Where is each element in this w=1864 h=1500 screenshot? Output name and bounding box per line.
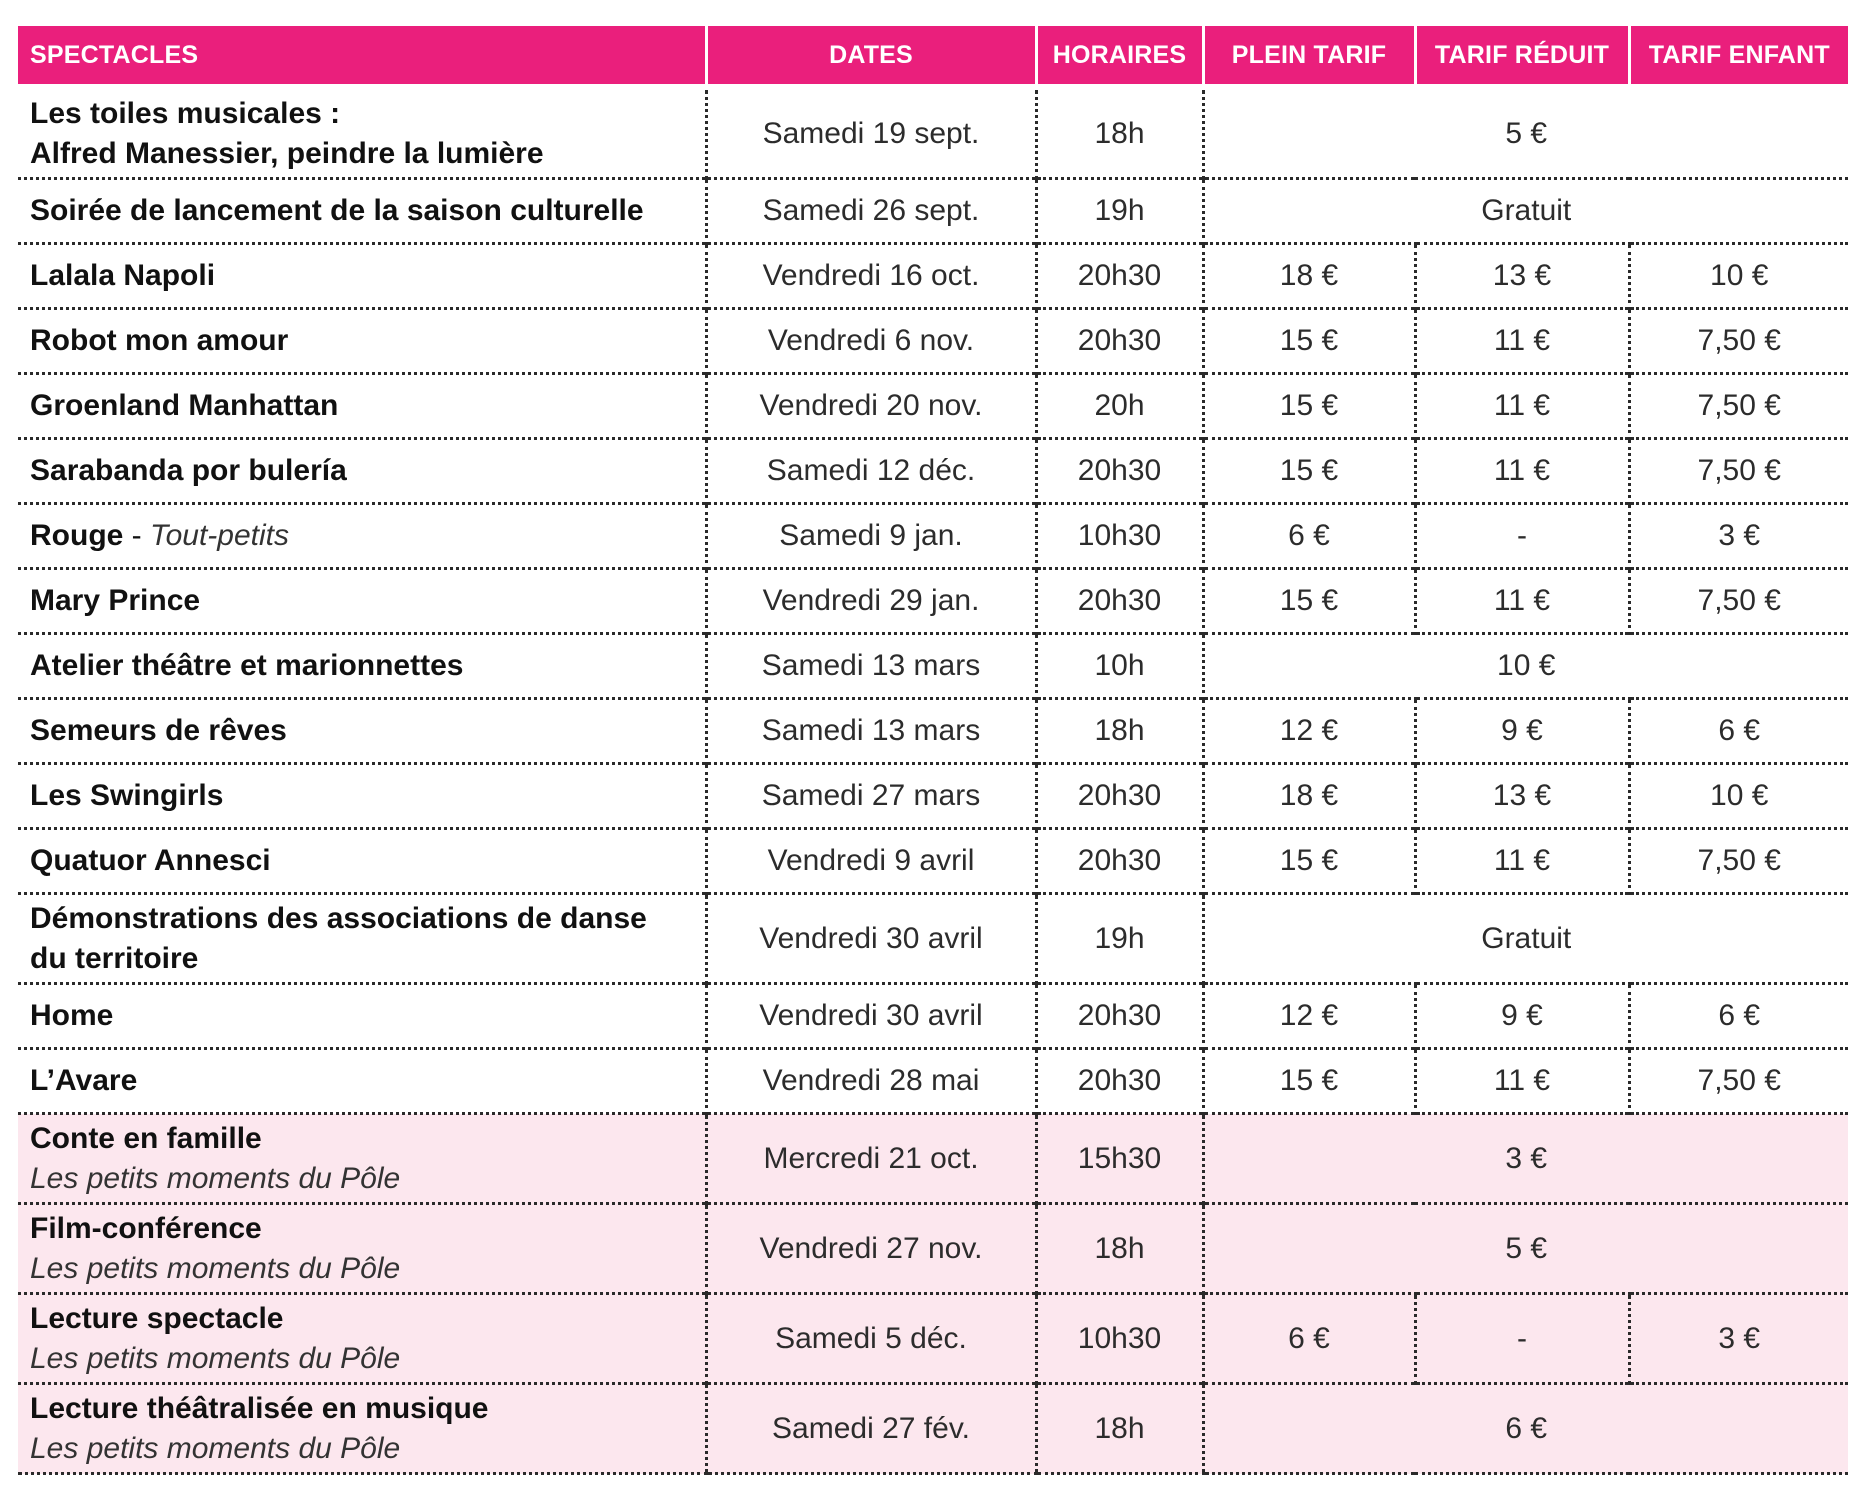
- table-row: [18, 244, 1848, 309]
- date-cell: Samedi 19 sept.: [706, 87, 1036, 179]
- time-cell: 20h30: [1036, 244, 1203, 309]
- time-cell: 10h30: [1036, 1294, 1203, 1384]
- time-cell: 15h30: [1036, 1114, 1203, 1204]
- show-cell: [18, 984, 706, 1049]
- show-title-line2: du territoire: [30, 941, 199, 975]
- date-cell: Mercredi 21 oct.: [706, 1114, 1036, 1204]
- table-row: [18, 699, 1848, 764]
- show-cell: [18, 569, 706, 634]
- plein-tarif-cell: 15 €: [1203, 1049, 1415, 1114]
- table-row: [18, 309, 1848, 374]
- plein-tarif-cell: 15 €: [1203, 439, 1415, 504]
- table-row: [18, 179, 1848, 244]
- time-cell: 19h: [1036, 179, 1203, 244]
- header-tarif-enfant: TARIF ENFANT: [1629, 26, 1848, 87]
- show-cell: [18, 1204, 706, 1294]
- table-row: [18, 1384, 1848, 1474]
- date-cell: Vendredi 30 avril: [706, 984, 1036, 1049]
- table-row: [18, 634, 1848, 699]
- plein-tarif-cell: 15 €: [1203, 829, 1415, 894]
- time-cell: 20h30: [1036, 764, 1203, 829]
- show-cell: [18, 634, 706, 699]
- show-cell: [18, 699, 706, 764]
- show-subtitle: Les petits moments du Pôle: [30, 1341, 401, 1375]
- show-cell: [18, 1114, 706, 1204]
- table-row: [18, 87, 1848, 179]
- date-cell: Samedi 27 mars: [706, 764, 1036, 829]
- show-title: Lalala Napoli: [30, 259, 216, 292]
- show-title: Sarabanda por bulería: [30, 454, 347, 487]
- tarif-reduit-cell: 9 €: [1415, 984, 1629, 1049]
- show-cell: [18, 504, 706, 569]
- tarif-reduit-cell: 13 €: [1415, 244, 1629, 309]
- show-title: Home: [30, 999, 114, 1032]
- date-cell: Samedi 13 mars: [706, 699, 1036, 764]
- time-cell: 10h: [1036, 634, 1203, 699]
- show-title: Mary Prince: [30, 584, 201, 617]
- plein-tarif-cell: 15 €: [1203, 569, 1415, 634]
- date-cell: Vendredi 30 avril: [706, 894, 1036, 984]
- price-cell: Gratuit: [1203, 179, 1848, 244]
- table-row: [18, 829, 1848, 894]
- tarif-enfant-cell: 7,50 €: [1629, 309, 1848, 374]
- tarif-reduit-cell: 11 €: [1415, 829, 1629, 894]
- table-row: [18, 1204, 1848, 1294]
- time-cell: 20h30: [1036, 569, 1203, 634]
- table-row: [18, 1294, 1848, 1384]
- tarifs-table-container: [18, 26, 1848, 1475]
- header-dates: DATES: [706, 26, 1036, 87]
- tarif-enfant-cell: 3 €: [1629, 504, 1848, 569]
- time-cell: 20h: [1036, 374, 1203, 439]
- price-cell: 10 €: [1203, 634, 1848, 699]
- time-cell: 20h30: [1036, 829, 1203, 894]
- time-cell: 19h: [1036, 894, 1203, 984]
- table-row: [18, 1114, 1848, 1204]
- date-cell: Vendredi 16 oct.: [706, 244, 1036, 309]
- tarif-enfant-cell: 7,50 €: [1629, 1049, 1848, 1114]
- show-title: Groenland Manhattan: [30, 389, 339, 422]
- show-subtitle: Les petits moments du Pôle: [30, 1251, 401, 1285]
- table-row: [18, 569, 1848, 634]
- show-cell: [18, 764, 706, 829]
- table-row: [18, 1049, 1848, 1114]
- show-cell: [18, 374, 706, 439]
- table-row: [18, 504, 1848, 569]
- show-subtitle: Tout-petits: [150, 519, 289, 552]
- tarif-enfant-cell: 3 €: [1629, 1294, 1848, 1384]
- show-title: Rouge: [30, 519, 124, 552]
- date-cell: Vendredi 27 nov.: [706, 1204, 1036, 1294]
- show-title: Conte en famille: [30, 1121, 262, 1155]
- time-cell: 10h30: [1036, 504, 1203, 569]
- tarif-reduit-cell: 11 €: [1415, 439, 1629, 504]
- tarif-reduit-cell: 11 €: [1415, 309, 1629, 374]
- plein-tarif-cell: 18 €: [1203, 244, 1415, 309]
- date-cell: Vendredi 28 mai: [706, 1049, 1036, 1114]
- plein-tarif-cell: 15 €: [1203, 309, 1415, 374]
- show-cell: [18, 244, 706, 309]
- date-cell: Vendredi 20 nov.: [706, 374, 1036, 439]
- date-cell: Samedi 12 déc.: [706, 439, 1036, 504]
- table-row: [18, 984, 1848, 1049]
- tarif-reduit-cell: -: [1415, 1294, 1629, 1384]
- tarif-enfant-cell: 7,50 €: [1629, 569, 1848, 634]
- show-cell: [18, 439, 706, 504]
- tarif-enfant-cell: 10 €: [1629, 764, 1848, 829]
- show-cell: [18, 87, 706, 179]
- header-plein-tarif: PLEIN TARIF: [1203, 26, 1415, 87]
- table-row: [18, 764, 1848, 829]
- show-subtitle: Les petits moments du Pôle: [30, 1431, 401, 1465]
- price-cell: 6 €: [1203, 1384, 1848, 1474]
- header-horaires: HORAIRES: [1036, 26, 1203, 87]
- price-cell: 3 €: [1203, 1114, 1848, 1204]
- tarif-enfant-cell: 10 €: [1629, 244, 1848, 309]
- tarif-reduit-cell: 9 €: [1415, 699, 1629, 764]
- show-cell: [18, 894, 706, 984]
- time-cell: 20h30: [1036, 439, 1203, 504]
- date-cell: Samedi 5 déc.: [706, 1294, 1036, 1384]
- tarif-enfant-cell: 7,50 €: [1629, 439, 1848, 504]
- tarif-enfant-cell: 6 €: [1629, 699, 1848, 764]
- tarifs-table: [18, 26, 1848, 1475]
- plein-tarif-cell: 18 €: [1203, 764, 1415, 829]
- tarif-enfant-cell: 7,50 €: [1629, 829, 1848, 894]
- table-row: [18, 439, 1848, 504]
- plein-tarif-cell: 12 €: [1203, 984, 1415, 1049]
- time-cell: 18h: [1036, 1384, 1203, 1474]
- show-cell: [18, 829, 706, 894]
- date-cell: Samedi 26 sept.: [706, 179, 1036, 244]
- date-cell: Vendredi 29 jan.: [706, 569, 1036, 634]
- show-title: Démonstrations des associations de danse: [30, 901, 647, 935]
- show-title: Film-conférence: [30, 1211, 262, 1245]
- table-row: [18, 894, 1848, 984]
- show-title: Les Swingirls: [30, 779, 224, 812]
- show-cell: [18, 1049, 706, 1114]
- tarif-reduit-cell: 11 €: [1415, 374, 1629, 439]
- price-cell: 5 €: [1203, 87, 1848, 179]
- time-cell: 20h30: [1036, 984, 1203, 1049]
- price-cell: Gratuit: [1203, 894, 1848, 984]
- tarif-reduit-cell: 11 €: [1415, 569, 1629, 634]
- tarif-enfant-cell: 6 €: [1629, 984, 1848, 1049]
- tarif-reduit-cell: 11 €: [1415, 1049, 1629, 1114]
- time-cell: 20h30: [1036, 1049, 1203, 1114]
- plein-tarif-cell: 6 €: [1203, 504, 1415, 569]
- tarif-reduit-cell: -: [1415, 504, 1629, 569]
- show-title: Lecture spectacle: [30, 1301, 284, 1335]
- header-spectacles: SPECTACLES: [18, 26, 706, 87]
- date-cell: Vendredi 6 nov.: [706, 309, 1036, 374]
- show-title: Semeurs de rêves: [30, 714, 287, 747]
- header-row: [18, 26, 1848, 87]
- price-cell: 5 €: [1203, 1204, 1848, 1294]
- show-cell: [18, 309, 706, 374]
- plein-tarif-cell: 6 €: [1203, 1294, 1415, 1384]
- show-cell: [18, 1384, 706, 1474]
- title-separator: -: [123, 519, 150, 552]
- show-title: Lecture théâtralisée en musique: [30, 1391, 489, 1425]
- time-cell: 20h30: [1036, 309, 1203, 374]
- time-cell: 18h: [1036, 87, 1203, 179]
- date-cell: Vendredi 9 avril: [706, 829, 1036, 894]
- show-title: Soirée de lancement de la saison culturelle: [30, 194, 644, 227]
- tarif-enfant-cell: 7,50 €: [1629, 374, 1848, 439]
- show-title-line2: Alfred Manessier, peindre la lumière: [30, 136, 544, 170]
- show-title: Robot mon amour: [30, 324, 289, 357]
- tarif-reduit-cell: 13 €: [1415, 764, 1629, 829]
- table-row: [18, 374, 1848, 439]
- show-cell: [18, 1294, 706, 1384]
- show-title: Quatuor Annesci: [30, 844, 271, 877]
- time-cell: 18h: [1036, 1204, 1203, 1294]
- show-title: L’Avare: [30, 1064, 138, 1097]
- show-subtitle: Les petits moments du Pôle: [30, 1161, 401, 1195]
- show-title: Atelier théâtre et marionnettes: [30, 649, 464, 682]
- date-cell: Samedi 9 jan.: [706, 504, 1036, 569]
- show-cell: [18, 179, 706, 244]
- time-cell: 18h: [1036, 699, 1203, 764]
- plein-tarif-cell: 12 €: [1203, 699, 1415, 764]
- plein-tarif-cell: 15 €: [1203, 374, 1415, 439]
- show-title: Les toiles musicales :: [30, 96, 341, 130]
- header-tarif-reduit: TARIF RÉDUIT: [1415, 26, 1629, 87]
- date-cell: Samedi 27 fév.: [706, 1384, 1036, 1474]
- date-cell: Samedi 13 mars: [706, 634, 1036, 699]
